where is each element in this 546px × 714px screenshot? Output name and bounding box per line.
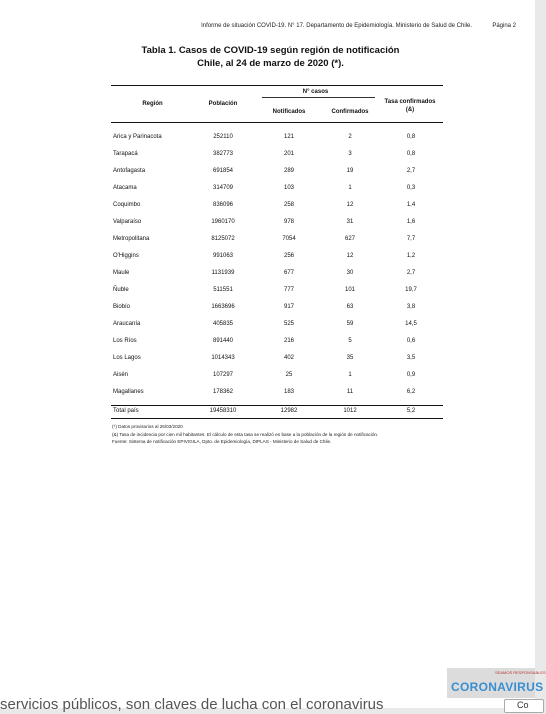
cell-population: 511551 xyxy=(213,287,233,293)
cell-region: Coquimbo xyxy=(113,202,141,208)
table-bottom-rule xyxy=(111,418,443,419)
background-caption-text: servicios públicos, son claves de lucha con el coronavirus xyxy=(0,696,384,713)
table-row xyxy=(111,267,443,284)
cell-notified: 917 xyxy=(283,304,294,310)
cell-confirmed: 31 xyxy=(346,219,354,225)
cell-confirmed: 30 xyxy=(346,270,354,276)
header-bottom-rule xyxy=(111,122,443,123)
cell-region: Biobío xyxy=(113,304,131,310)
header-group-rule xyxy=(262,97,375,98)
cell-population: 8125072 xyxy=(211,236,235,242)
cell-rate: 3,5 xyxy=(406,355,416,361)
cell-confirmed: 59 xyxy=(346,321,354,327)
table-row xyxy=(111,233,443,250)
table-row xyxy=(111,216,443,233)
cell-population: 691854 xyxy=(212,168,234,174)
cell-confirmed: 35 xyxy=(346,355,354,361)
header-rate xyxy=(378,98,442,114)
cell-rate: 0,8 xyxy=(406,134,416,140)
table-notes xyxy=(112,423,442,446)
cell-population: 836096 xyxy=(212,202,234,208)
table-row xyxy=(111,199,443,216)
cell-confirmed: 5 xyxy=(348,338,352,344)
cell-rate: 1,2 xyxy=(406,253,416,259)
cell-rate: 2,7 xyxy=(406,270,416,276)
total-row xyxy=(111,405,443,422)
cell-notified: 525 xyxy=(283,321,294,327)
header-confirmed: Confirmados xyxy=(331,109,369,115)
cell-notified: 103 xyxy=(283,185,294,191)
cell-population: 107297 xyxy=(212,372,234,378)
header-rate-line-1: Tasa confirmados xyxy=(384,99,436,105)
cell-region: Magallanes xyxy=(113,389,144,395)
cell-rate: 3,8 xyxy=(406,304,416,310)
cell-rate: 0,3 xyxy=(406,185,416,191)
cell-notified: 777 xyxy=(283,287,294,293)
table-row xyxy=(111,131,443,148)
cell-rate: 0,8 xyxy=(406,151,416,157)
table-row xyxy=(111,284,443,301)
cell-notified: 201 xyxy=(283,151,294,157)
cell-rate: 1,6 xyxy=(406,219,416,225)
cell-region: Ñuble xyxy=(113,287,129,293)
cell-rate: 1,4 xyxy=(406,202,416,208)
cell-region: Arica y Parinacota xyxy=(113,134,162,140)
banner-small-text: SEAMOS RESPONSABLES xyxy=(495,670,546,675)
header-notified: Notificados xyxy=(272,109,306,115)
cell-confirmed: 3 xyxy=(348,151,352,157)
cell-rate: 2,7 xyxy=(406,168,416,174)
note-rate: (&) Tasa de incidencia por cien mil habitantes. El cálculo de esta tasa se realizó en base a la población de la región de notificación. xyxy=(112,431,379,437)
cell-confirmed: 2 xyxy=(348,134,352,140)
table-row xyxy=(111,318,443,335)
cell-region: Antofagasta xyxy=(113,168,146,174)
cell-notified: 216 xyxy=(283,338,294,344)
cell-confirmed: 63 xyxy=(346,304,354,310)
total-population: 19458310 xyxy=(209,408,237,414)
cell-region: Aisén xyxy=(113,372,129,378)
total-notified: 12982 xyxy=(280,408,298,414)
cell-rate: 19,7 xyxy=(405,287,417,293)
cell-notified: 183 xyxy=(283,389,294,395)
cell-notified: 25 xyxy=(285,372,293,378)
cell-rate: 0,6 xyxy=(406,338,416,344)
cell-rate: 6,2 xyxy=(406,389,416,395)
cell-region: Metropolitana xyxy=(113,236,150,242)
cell-region: O'Higgins xyxy=(113,253,139,259)
table-title xyxy=(110,45,431,70)
cell-confirmed: 627 xyxy=(344,236,355,242)
cell-notified: 402 xyxy=(283,355,294,361)
cell-region: Atacama xyxy=(113,185,137,191)
cell-confirmed: 1 xyxy=(348,185,352,191)
cell-rate: 14,5 xyxy=(405,321,417,327)
cell-confirmed: 12 xyxy=(346,253,354,259)
cell-confirmed: 12 xyxy=(346,202,354,208)
cell-notified: 978 xyxy=(283,219,294,225)
cell-confirmed: 11 xyxy=(346,389,354,395)
total-confirmed: 1012 xyxy=(343,408,357,414)
table-row xyxy=(111,148,443,165)
table-title-line-2: Chile, al 24 de marzo de 2020 (*). xyxy=(197,57,344,69)
cell-population: 382773 xyxy=(212,151,234,157)
table-row xyxy=(111,386,443,403)
header-population: Población xyxy=(208,101,238,107)
total-rate: 5,2 xyxy=(406,408,416,414)
cell-region: Tarapacá xyxy=(113,151,138,157)
table-row xyxy=(111,250,443,267)
report-header-text: Informe de situación COVID-19. N° 17. Departamento de Epidemiología. Ministerio de Salud de Chile. xyxy=(201,23,472,29)
cell-confirmed: 1 xyxy=(348,372,352,378)
table-top-rule xyxy=(111,85,443,86)
cell-notified: 121 xyxy=(283,134,294,140)
note-source: Fuente: Sistema de notificación EPIVIGILA, Dpto. de Epidemiología, DIPLAS - Ministerio de Salud de Chile. xyxy=(112,439,332,444)
header-cases-group: N° casos xyxy=(302,89,329,95)
cell-rate: 7,7 xyxy=(406,236,416,242)
header-rate-line-2: (&) xyxy=(405,107,415,113)
table-row xyxy=(111,369,443,386)
cell-notified: 258 xyxy=(283,202,294,208)
coronavirus-banner[interactable] xyxy=(447,668,546,698)
cell-region: Maule xyxy=(113,270,130,276)
table-row xyxy=(111,335,443,352)
table-row xyxy=(111,165,443,182)
cell-notified: 7054 xyxy=(282,236,296,242)
note-provisional: (*) Datos provisorios al 25/03/2020 xyxy=(112,424,183,429)
cell-population: 1663696 xyxy=(211,304,235,310)
cell-notified: 256 xyxy=(283,253,294,259)
table-row xyxy=(111,352,443,369)
cell-notified: 289 xyxy=(283,168,294,174)
cell-rate: 0,9 xyxy=(406,372,416,378)
banner-coronavirus-text: CORONAVIRUS xyxy=(451,680,544,694)
table-title-line-1: Tabla 1. Casos de COVID-19 según región de notificación xyxy=(141,45,400,56)
cell-population: 405835 xyxy=(212,321,234,327)
cell-population: 1960170 xyxy=(211,219,235,225)
cell-population: 178362 xyxy=(212,389,234,395)
cell-population: 314709 xyxy=(212,185,234,191)
cell-confirmed: 19 xyxy=(346,168,354,174)
popup-button[interactable]: Co xyxy=(504,699,544,713)
cell-region: Valparaíso xyxy=(113,219,142,225)
cell-region: Los Lagos xyxy=(113,355,141,361)
total-region: Total país xyxy=(113,408,139,414)
table-row xyxy=(111,182,443,199)
page-number: Página 2 xyxy=(492,23,516,29)
cell-notified: 677 xyxy=(283,270,294,276)
cell-population: 252110 xyxy=(213,134,233,140)
table-row xyxy=(111,301,443,318)
cell-population: 1014343 xyxy=(211,355,235,361)
header-region: Región xyxy=(142,101,163,107)
cell-confirmed: 101 xyxy=(344,287,355,293)
cell-population: 891440 xyxy=(212,338,234,344)
cell-population: 1131939 xyxy=(211,270,235,276)
cell-region: Los Ríos xyxy=(113,338,137,344)
cell-population: 991063 xyxy=(212,253,234,259)
cell-region: Araucanía xyxy=(113,321,141,327)
